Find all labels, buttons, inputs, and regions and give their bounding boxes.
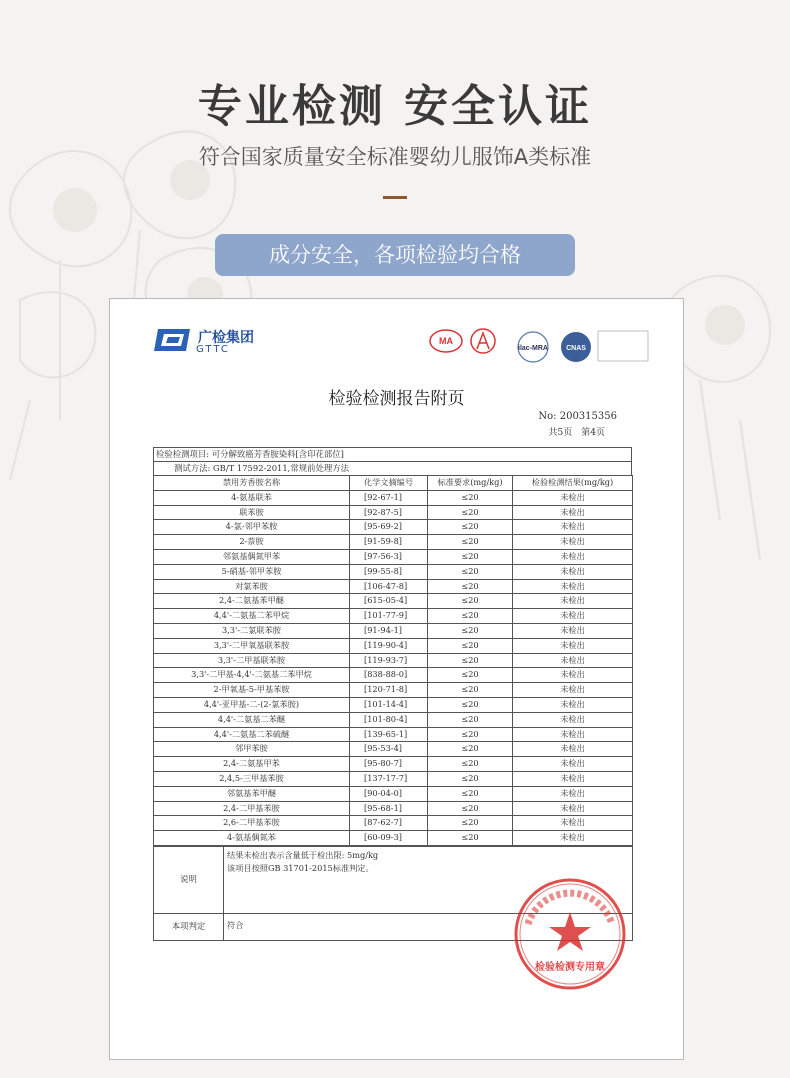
amine-name: 4-氯-邻甲苯胺 (154, 520, 350, 535)
result-value: 未检出 (513, 831, 633, 846)
amine-name: 2,4-二氨基甲苯 (154, 757, 350, 772)
amine-name: 邻甲苯胺 (154, 742, 350, 757)
table-row (154, 757, 633, 772)
table-row (154, 653, 633, 668)
limit-value: ≤20 (428, 520, 513, 535)
official-seal-icon (510, 874, 630, 994)
cma-mark-icon (430, 330, 462, 352)
table-row (154, 535, 633, 550)
limit-value: ≤20 (428, 609, 513, 624)
limit-value: ≤20 (428, 564, 513, 579)
table-row (154, 697, 633, 712)
column-header: 检验检测结果(mg/kg) (513, 476, 633, 491)
result-value: 未检出 (513, 520, 633, 535)
amine-name: 4,4'-亚甲基-二-(2-氯苯胺) (154, 697, 350, 712)
report-number: No: 200315356 (538, 411, 617, 422)
cnas-mark-icon (561, 332, 591, 362)
result-value: 未检出 (513, 609, 633, 624)
limit-value: ≤20 (428, 742, 513, 757)
table-row (154, 683, 633, 698)
hero-title: 专业检测 安全认证 (197, 81, 593, 132)
result-value: 未检出 (513, 623, 633, 638)
result-value: 未检出 (513, 594, 633, 609)
amine-name: 4-氨基偶氮苯 (154, 831, 350, 846)
results-table-container (153, 447, 632, 941)
cas-number: [106-47-8] (350, 579, 428, 594)
limit-value: ≤20 (428, 683, 513, 698)
result-value: 未检出 (513, 771, 633, 786)
amine-name: 2,6-二甲基苯胺 (154, 816, 350, 831)
result-value: 未检出 (513, 816, 633, 831)
cas-number: [838-88-0] (350, 668, 428, 683)
limit-value: ≤20 (428, 505, 513, 520)
column-header: 禁用芳香胺名称 (154, 476, 350, 491)
cnas-label: CNAS (566, 345, 586, 352)
note-line: 结果未检出表示含量低于检出限: 5mg/kg (227, 849, 379, 860)
table-row (154, 505, 633, 520)
verdict-value: 符合 (224, 913, 633, 940)
verdict-label: 本项判定 (154, 913, 224, 940)
test-item-line: 检验检测项目: 可分解致癌芳香胺染料[含印花部位] (153, 447, 632, 461)
logo-abbrev: GTTC (196, 344, 230, 355)
test-report-page (109, 298, 684, 1060)
limit-value: ≤20 (428, 668, 513, 683)
cas-number: [91-94-1] (350, 623, 428, 638)
cas-number: [119-90-4] (350, 638, 428, 653)
amine-name: 2-甲氧基-5-甲基苯胺 (154, 683, 350, 698)
limit-value: ≤20 (428, 801, 513, 816)
amine-name: 邻氨基苯甲醚 (154, 786, 350, 801)
amine-name: 3,3'-二甲氧基联苯胺 (154, 638, 350, 653)
amine-name: 联苯胺 (154, 505, 350, 520)
cas-number: [60-09-3] (350, 831, 428, 846)
amine-name: 对氯苯胺 (154, 579, 350, 594)
table-row (154, 520, 633, 535)
table-row (154, 623, 633, 638)
accent-divider (383, 196, 407, 199)
table-row (154, 786, 633, 801)
result-value: 未检出 (513, 786, 633, 801)
cas-number: [95-69-2] (350, 520, 428, 535)
cas-number: [91-59-8] (350, 535, 428, 550)
table-row (154, 668, 633, 683)
result-value: 未检出 (513, 535, 633, 550)
table-row (154, 801, 633, 816)
test-method-line: 测试方法: GB/T 17592-2011,常规前处理方法 (153, 461, 632, 475)
report-title: 检验检测报告附页 (328, 389, 465, 409)
table-row (154, 742, 633, 757)
cas-number: [139-65-1] (350, 727, 428, 742)
limit-value: ≤20 (428, 623, 513, 638)
result-value: 未检出 (513, 579, 633, 594)
amine-name: 4-氨基联苯 (154, 490, 350, 505)
result-value: 未检出 (513, 668, 633, 683)
result-value: 未检出 (513, 638, 633, 653)
column-header: 标准要求(mg/kg) (428, 476, 513, 491)
cas-number: [137-17-7] (350, 771, 428, 786)
note-line: 该项目按照GB 31701-2015标准判定。 (227, 862, 374, 873)
amine-name: 5-硝基-邻甲苯胺 (154, 564, 350, 579)
table-row (154, 712, 633, 727)
result-value: 未检出 (513, 757, 633, 772)
cas-number: [120-71-8] (350, 683, 428, 698)
cma-label: MA (439, 336, 453, 346)
limit-value: ≤20 (428, 697, 513, 712)
cas-number: [119-93-7] (350, 653, 428, 668)
table-row (154, 816, 633, 831)
cas-number: [99-55-8] (350, 564, 428, 579)
amine-name: 3,3'-二甲基联苯胺 (154, 653, 350, 668)
limit-value: ≤20 (428, 771, 513, 786)
amine-name: 2-萘胺 (154, 535, 350, 550)
column-header: 化学文摘编号 (350, 476, 428, 491)
table-row (154, 549, 633, 564)
seal-label: 检验检测专用章 (535, 962, 605, 973)
certification-marks (428, 321, 668, 373)
result-value: 未检出 (513, 712, 633, 727)
amine-name: 2,4,5-三甲基苯胺 (154, 771, 350, 786)
cas-number: [97-56-3] (350, 549, 428, 564)
result-value: 未检出 (513, 727, 633, 742)
limit-value: ≤20 (428, 831, 513, 846)
result-value: 未检出 (513, 549, 633, 564)
cas-number: [615-05-4] (350, 594, 428, 609)
ilac-mra-mark-icon (518, 332, 548, 362)
amine-name: 4,4'-二氨基二苯醚 (154, 712, 350, 727)
cas-number: [101-14-4] (350, 697, 428, 712)
amine-name: 4,4'-二氨基二苯硫醚 (154, 727, 350, 742)
safety-pill-banner: 成分安全，各项检验均合格 (215, 234, 575, 276)
report-pages: 共5页 第4页 (548, 428, 605, 438)
cas-number: [101-77-9] (350, 609, 428, 624)
limit-value: ≤20 (428, 594, 513, 609)
cas-number: [101-80-4] (350, 712, 428, 727)
amine-name: 3,3'-二甲基-4,4'-二氨基二苯甲烷 (154, 668, 350, 683)
limit-value: ≤20 (428, 549, 513, 564)
table-row (154, 771, 633, 786)
note-label: 说明 (154, 846, 224, 913)
amine-name: 2,4-二甲基苯胺 (154, 801, 350, 816)
amine-name: 4,4'-二氨基二苯甲烷 (154, 609, 350, 624)
cas-number: [92-67-1] (350, 490, 428, 505)
result-value: 未检出 (513, 683, 633, 698)
result-value: 未检出 (513, 505, 633, 520)
cal-mark-icon (471, 329, 495, 353)
limit-value: ≤20 (428, 490, 513, 505)
cas-number: [90-04-0] (350, 786, 428, 801)
result-value: 未检出 (513, 653, 633, 668)
table-header-row (154, 476, 633, 491)
table-row (154, 609, 633, 624)
result-value: 未检出 (513, 742, 633, 757)
limit-value: ≤20 (428, 638, 513, 653)
table-row (154, 638, 633, 653)
cas-number: [92-87-5] (350, 505, 428, 520)
amine-name: 2,4-二氨基苯甲醚 (154, 594, 350, 609)
table-row (154, 579, 633, 594)
result-value: 未检出 (513, 697, 633, 712)
limit-value: ≤20 (428, 579, 513, 594)
result-value: 未检出 (513, 490, 633, 505)
ilac-label: ilac-MRA (518, 345, 548, 352)
gttc-logo-icon (154, 325, 194, 355)
table-row (154, 490, 633, 505)
hero-subtitle: 符合国家质量安全标准婴幼儿服饰A类标准 (198, 145, 592, 169)
table-row (154, 831, 633, 846)
limit-value: ≤20 (428, 757, 513, 772)
limit-value: ≤20 (428, 816, 513, 831)
table-row (154, 564, 633, 579)
amine-name: 邻氨基偶氮甲苯 (154, 549, 350, 564)
cas-number: [95-53-4] (350, 742, 428, 757)
result-value: 未检出 (513, 801, 633, 816)
limit-value: ≤20 (428, 653, 513, 668)
limit-value: ≤20 (428, 712, 513, 727)
limit-value: ≤20 (428, 535, 513, 550)
cas-number: [95-68-1] (350, 801, 428, 816)
logo-name: 广检集团 (198, 330, 254, 346)
cas-number: [95-80-7] (350, 757, 428, 772)
results-table (153, 475, 633, 846)
table-row (154, 727, 633, 742)
amine-name: 3,3'-二氯联苯胺 (154, 623, 350, 638)
table-row (154, 594, 633, 609)
cas-number: [87-62-7] (350, 816, 428, 831)
result-value: 未检出 (513, 564, 633, 579)
limit-value: ≤20 (428, 727, 513, 742)
limit-value: ≤20 (428, 786, 513, 801)
